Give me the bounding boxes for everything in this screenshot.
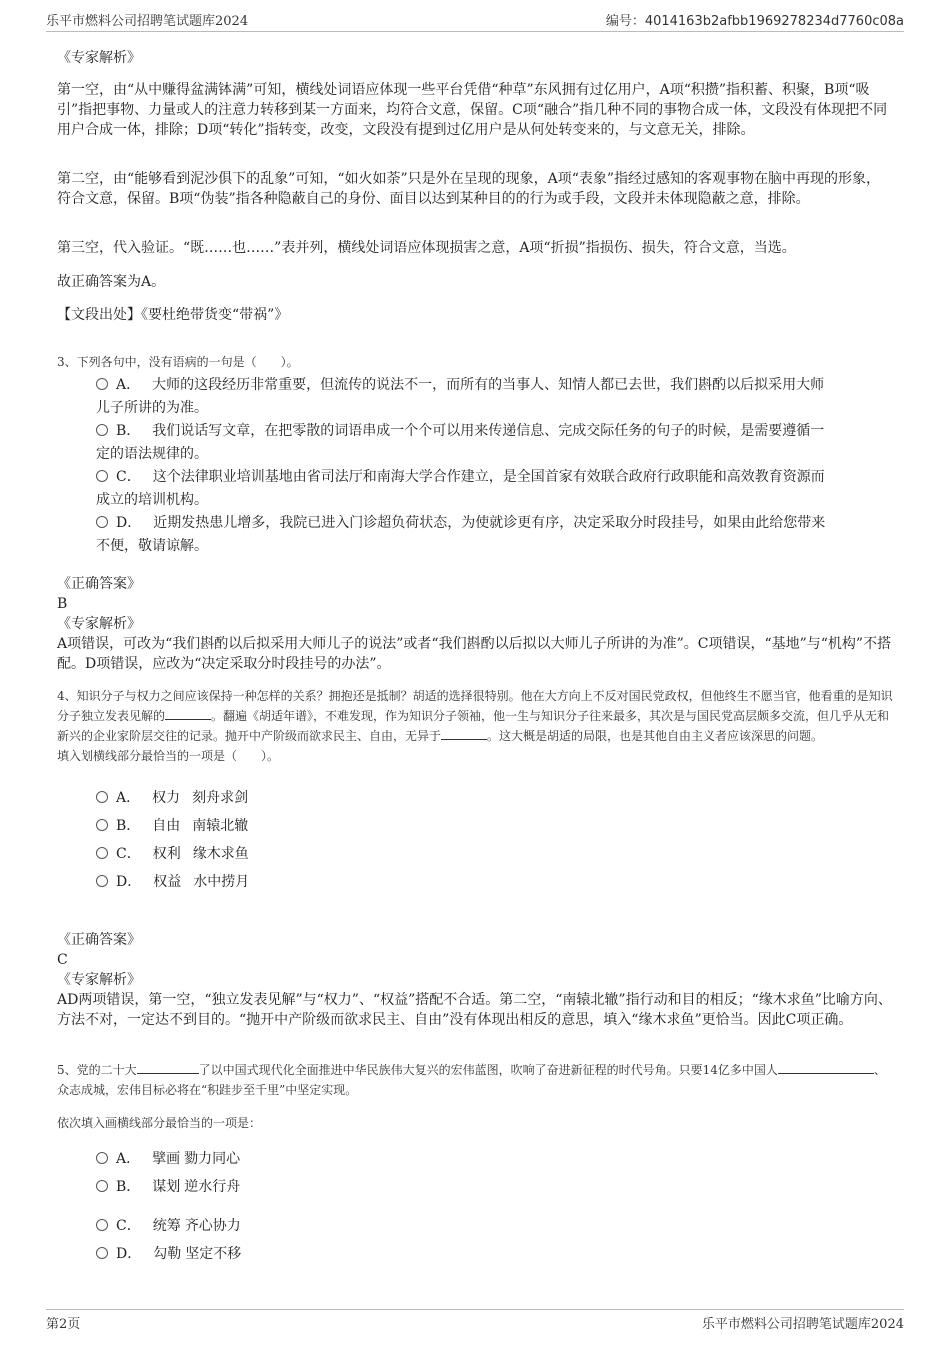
blank-line [778,1061,874,1074]
blank-line [441,727,487,740]
q2-analysis-label: 《专家解析》 [57,50,141,66]
q5-option-c[interactable]: C． 统筹 齐心协力 [96,1215,896,1238]
q2-source: 【文段出处】《要杜绝带货变“带祸”》 [57,307,289,323]
radio-icon[interactable] [96,791,108,803]
radio-icon[interactable] [96,424,108,436]
radio-icon[interactable] [96,1152,108,1164]
q3-answer: B [57,596,68,612]
radio-icon[interactable] [96,819,108,831]
q3-stem: 3、下列各句中，没有语病的一句是（ ）。 [57,355,299,369]
q3-option-d[interactable]: D． 近期发热患儿增多，我院已进入门诊超负荷状态，为使就诊更有序，决定采取分时段挂号，如果由此给您带来 不便，敬请谅解。 [96,515,826,554]
q4-option-a[interactable]: A． 权力 刻舟求剑 [96,787,896,810]
q4-stem: 4、知识分子与权力之间应该保持一种怎样的关系？拥抱还是抵制？胡适的选择很特别。他在大方向上不反对国民党政权，但他终生不愿当官，他看重的是知识分子独立发表见解的 。翻遍《胡适年谱》，不难发现，作为知识分子领袖，他一生与知识分子往来最多，其次是与国民党高层颇多交流，但几乎从无和新兴的企业家阶层交往的记录。抛开中产阶级而欲求民主、自由，无异于 。这大概是胡适的局限，也是其他自由主义者应该深思的问题。 填入划横线部分最恰当的一项是（ ）。 [57,686,893,766]
q4-option-c[interactable]: C． 权利 缘木求鱼 [96,843,896,866]
header-doc-id: 编号：4014163b2afbb1969278234d7760c08a [605,14,904,29]
q5-stem: 5、党的二十大 了以中国式现代化全面推进中华民族伟大复兴的宏伟蓝图，吹响了奋进新征程的时代号角。只要14亿多中国人 、众志成城，宏伟目标必将在“积跬步至千里”中坚定实现。 [57,1063,886,1097]
radio-icon[interactable] [96,470,108,482]
radio-icon[interactable] [96,1180,108,1192]
q4-option-b[interactable]: B． 自由 南辕北辙 [96,815,896,838]
page-number: 第2页 [46,1317,81,1332]
q2-answer-line: 故正确答案为A。 [57,274,166,290]
blank-line [165,707,211,720]
footer-rule [46,1309,904,1310]
q3-answer-label: 《正确答案》 [57,576,141,592]
q4-answer: C [57,952,68,968]
header-title: 乐平市燃料公司招聘笔试题库2024 [46,14,249,29]
q3-option-a[interactable]: A． 大师的这段经历非常重要，但流传的说法不一，而所有的当事人、知情人都已去世，我们斟酌以后拟采用大师 儿子所讲的为准。 [96,377,825,416]
q2-analysis-p2: 第二空，由“能够看到泥沙俱下的乱象”可知，“如火如荼”只是外在呈现的现象，A项“表象”指经过感知的客观事物在脑中再现的形象，符合文意，保留。B项“伪装”指各种隐蔽自己的身份、面目以达到某种目的的行为或手段，文段并未体现隐蔽之意，排除。 [57,171,881,207]
radio-icon[interactable] [96,875,108,887]
q4-option-d[interactable]: D． 权益 水中捞月 [96,871,896,894]
q4-answer-label: 《正确答案》 [57,932,141,948]
q5-option-d[interactable]: D． 勾勒 坚定不移 [96,1243,896,1266]
q3-option-c[interactable]: C． 这个法律职业培训基地由省司法厅和南海大学合作建立，是全国首家有效联合政府行政职能和高效教育资源而 成立的培训机构。 [96,469,825,508]
radio-icon[interactable] [96,847,108,859]
radio-icon[interactable] [96,1247,108,1259]
radio-icon[interactable] [96,1219,108,1231]
q3-analysis-label: 《专家解析》 [57,616,141,632]
q5-option-b[interactable]: B． 谋划 逆水行舟 [96,1176,896,1199]
radio-icon[interactable] [96,516,108,528]
header-rule [46,31,904,32]
q3-option-b[interactable]: B． 我们说话写文章，在把零散的词语串成一个个可以用来传递信息、完成交际任务的句子的时候，是需要遵循一 定的语法规律的。 [96,423,825,462]
q2-analysis-p3: 第三空，代入验证。“既……也……”表并列，横线处词语应体现损害之意，A项“折损”指损伤、损失，符合文意，当选。 [57,240,796,256]
q4-answer-block [57,930,893,1030]
q3-analysis: A项错误，可改为“我们斟酌以后拟采用大师儿子的说法”或者“我们斟酌以后拟以大师儿子所讲的为准”。C项错误，“基地”与“机构”不搭配。D项错误，应改为“决定采取分时段挂号的办法”。 [57,636,892,672]
blank-line [137,1061,199,1074]
q4-analysis: AD两项错误，第一空，“独立发表见解”与“权力”、“权益”搭配不合适。第二空，“南辕北辙”指行动和目的相反；“缘木求鱼”比喻方向、方法不对，一定达不到目的。“抛开中产阶级而欲求民主、自由”没有体现出相反的意思，填入“缘木求鱼”更恰当。因此C项正确。 [57,992,892,1028]
q4-prompt: 填入划横线部分最恰当的一项是（ ）。 [57,749,280,763]
radio-icon[interactable] [96,378,108,390]
q3-answer-block [57,574,893,674]
footer-title: 乐平市燃料公司招聘笔试题库2024 [701,1317,904,1332]
q5-prompt: 依次填入画横线部分最恰当的一项是： [57,1116,262,1130]
q2-analysis-p1: 第一空，由“从中赚得盆满钵满”可知，横线处词语应体现一些平台凭借“种草”东风拥有过亿用户，A项“积攒”指积蓄、积聚，B项“吸引”指把事物、力量或人的注意力转移到某一方面来，均符合文意，保留。C项“融合”指几种不同的事物合成一体，文段没有体现把不同用户合成一体，排除；D项“转化”指转变，改变，文段没有提到过亿用户是从何处转变来的，与文意无关，排除。 [57,82,888,138]
q5-option-a[interactable]: A． 擘画 勠力同心 [96,1148,896,1171]
q4-analysis-label: 《专家解析》 [57,972,141,988]
